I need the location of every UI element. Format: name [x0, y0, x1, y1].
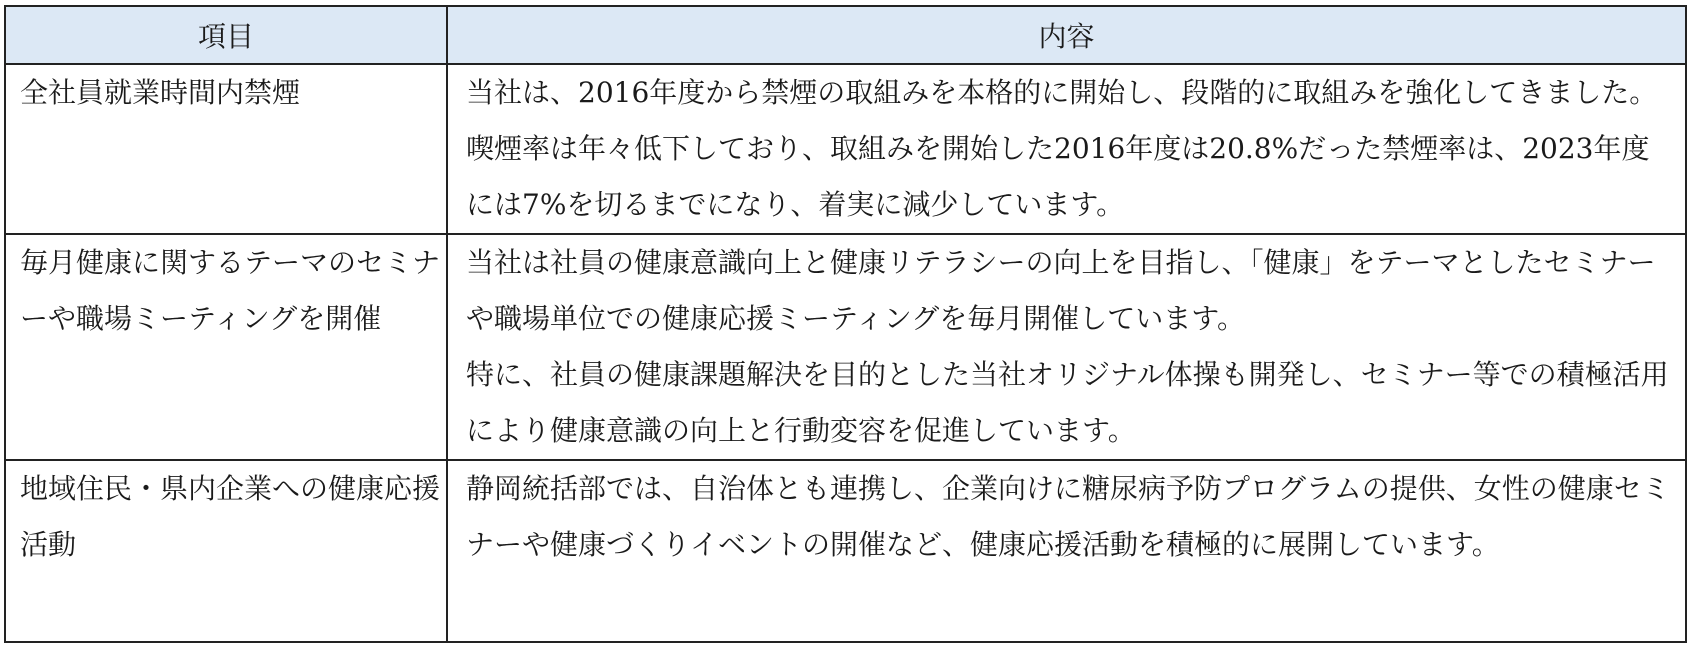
content-paragraph: 当社は社員の健康意識向上と健康リテラシーの向上を目指し、「健康」をテーマとしたセミナーや職場単位での健康応援ミーティングを毎月開催しています。 [466, 246, 1656, 335]
health-initiatives-table [4, 5, 1687, 643]
item-cell: 全社員就業時間内禁煙 [5, 64, 447, 234]
item-cell: 地域住民・県内企業への健康応援活動 [5, 460, 447, 642]
content-cell [447, 234, 1686, 460]
table-header-row [5, 6, 1686, 64]
table-row [5, 460, 1686, 642]
item-cell: 毎月健康に関するテーマのセミナーや職場ミーティングを開催 [5, 234, 447, 460]
content-cell [447, 64, 1686, 234]
column-header-content: 内容 [447, 6, 1686, 64]
content-paragraph: 静岡統括部では、自治体とも連携し、企業向けに糖尿病予防プログラムの提供、女性の健康セミナーや健康づくりイベントの開催など、健康応援活動を積極的に展開しています。 [466, 472, 1670, 561]
content-paragraph: 当社は、2016年度から禁煙の取組みを本格的に開始し、段階的に取組みを強化してきました。喫煙率は年々低下しており、取組みを開始した2016年度は20.8%だった禁煙率は、2023年度には7%を切るまでになり、着実に減少しています。 [466, 76, 1658, 221]
table-row [5, 64, 1686, 234]
table-row [5, 234, 1686, 460]
content-cell [447, 460, 1686, 642]
column-header-item: 項目 [5, 6, 447, 64]
content-paragraph: 特に、社員の健康課題解決を目的とした当社オリジナル体操も開発し、セミナー等での積極活用により健康意識の向上と行動変容を促進しています。 [466, 358, 1669, 447]
